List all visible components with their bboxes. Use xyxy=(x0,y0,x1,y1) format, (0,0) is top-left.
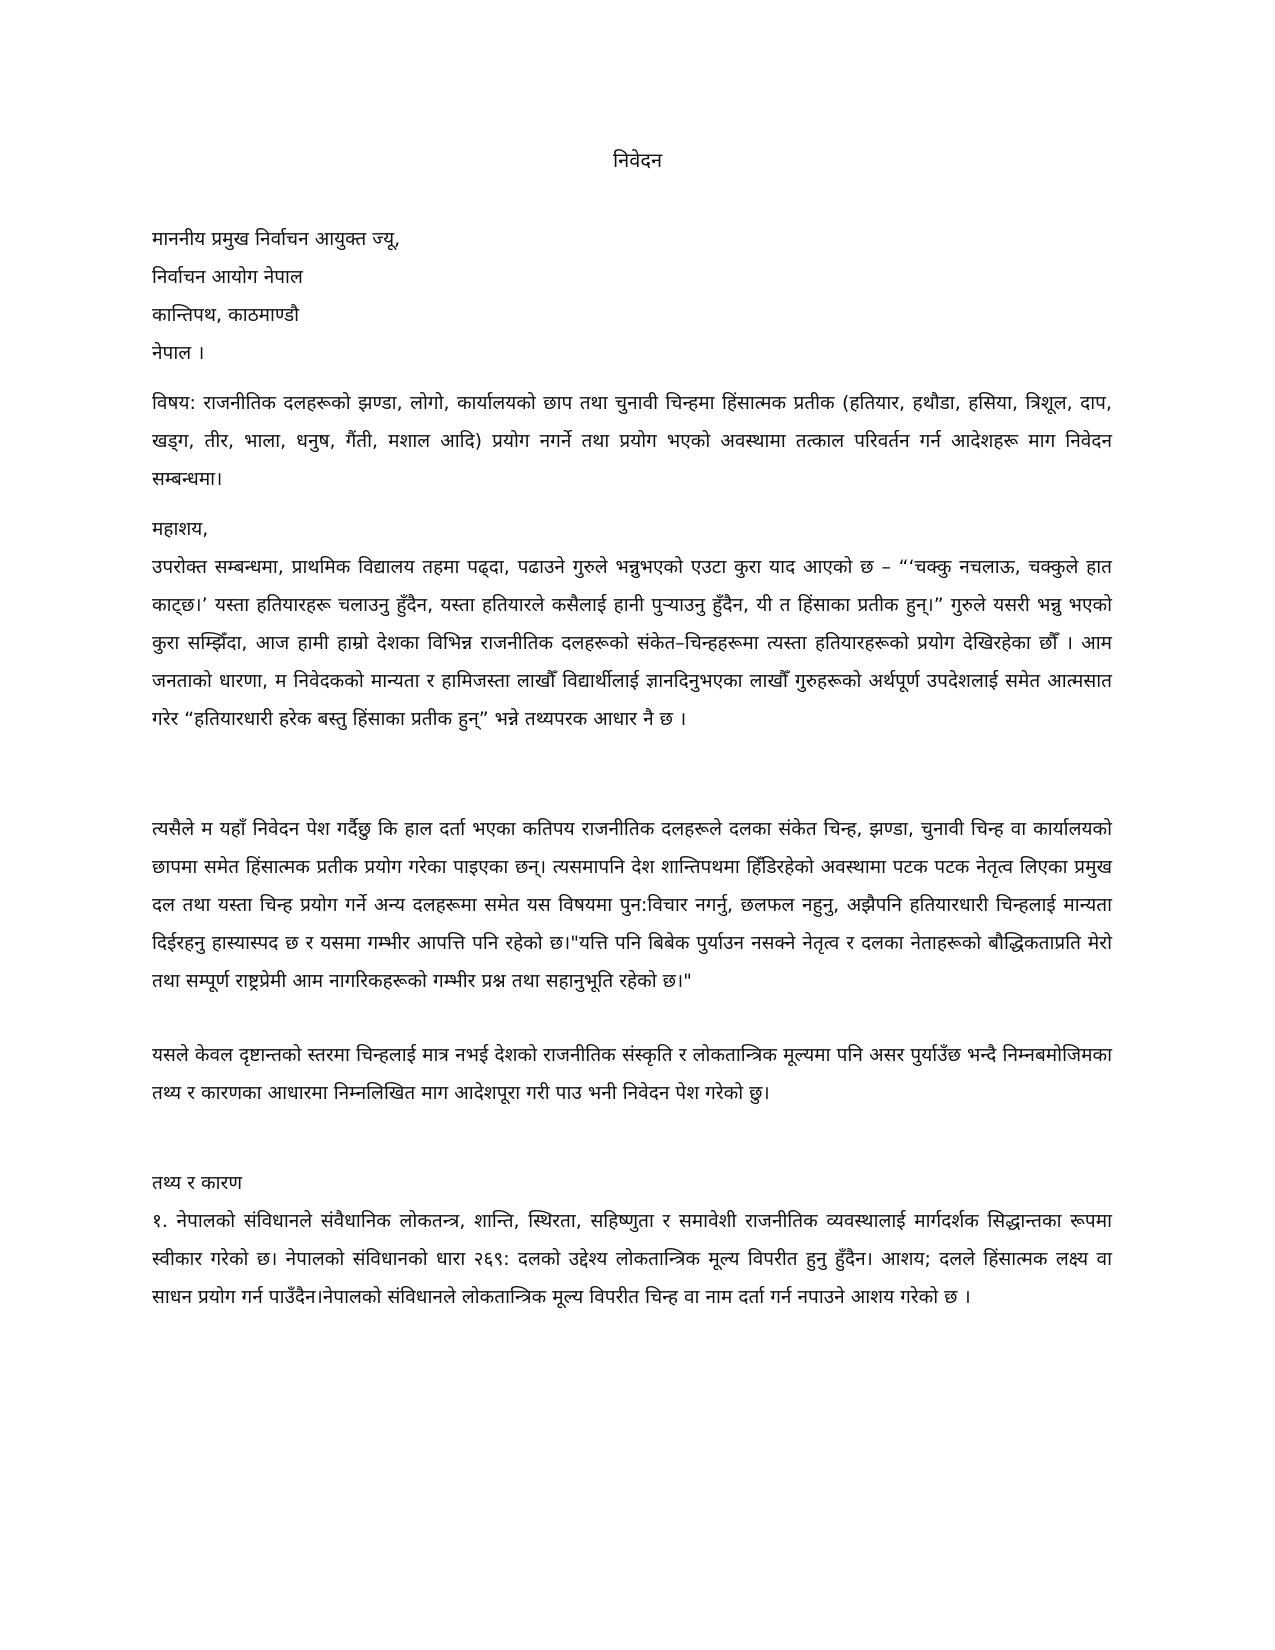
addressee-line: नेपाल । xyxy=(152,342,205,364)
addressee-line: कान्तिपथ, काठमाण्डौ xyxy=(152,304,300,326)
document-title: निवेदन xyxy=(612,148,663,172)
addressee-line: माननीय प्रमुख निर्वाचन आयुक्त ज्यू, xyxy=(152,228,401,250)
body-paragraph-2: त्यसैले म यहाँ निवेदन पेश गर्दैछु कि हाल दर्ता भएका कतिपय राजनीतिक दलहरूले दलका संकेत चिन्ह, झण्डा, चुनावी चिन्ह वा कार्यालयको छापमा समेत हिंसात्मक प्रतीक प्रयोग गरेका पाइएका छन्। त्यसमापनि देश शान्तिपथमा हिँडिरहेको अवस्थामा पटक पटक नेतृत्व लिएका प्रमुख दल तथा यस्ता चिन्ह प्रयोग गर्ने अन्य दलहरूमा समेत यस विषयमा पुन:विचार नगर्नु, छलफल नहुनु, अझैपनि हतियारधारी चिन्हलाई मान्यता दिईरहनु हास्यास्पद छ र यसमा गम्भीर आपत्ति पनि रहेको छ।"यत्ति पनि बिबेक पुर्याउन नसक्ने नेतृत्व र दलका नेताहरूको बौद्धिकताप्रति मेरो तथा सम्पूर्ण राष्ट्रप्रेमी आम नागरिकहरूको गम्भीर प्रश्न तथा सहानुभूति रहेको छ।" xyxy=(152,818,1112,992)
salutation: महाशय, xyxy=(152,518,209,540)
facts-heading: तथ्य र कारण xyxy=(152,1172,243,1194)
subject-paragraph: विषय: राजनीतिक दलहरूको झण्डा, लोगो, कार्यालयको छाप तथा चुनावी चिन्हमा हिंसात्मक प्रतीक (हतियार, हथौडा, हसिया, त्रिशूल, दाप, खड्ग, तीर, भाला, धनुष, गैंती, मशाल आदि) प्रयोग नगर्ने तथा प्रयोग भएको अवस्थामा तत्काल परिवर्तन गर्न आदेशहरू माग निवेदन सम्बन्धमा। xyxy=(152,392,1112,490)
fact-item-1: १. नेपालको संविधानले संवैधानिक लोकतन्त्र, शान्ति, स्थिरता, सहिष्णुता र समावेशी राजनीतिक व्यवस्थालाई मार्गदर्शक सिद्धान्तका रूपमा स्वीकार गरेको छ। नेपालको संविधानको धारा २६९: दलको उद्देश्य लोकतान्त्रिक मूल्य विपरीत हुनु हुँदैन। आशय; दलले हिंसात्मक लक्ष्य वा साधन प्रयोग गर्न पाउँदैन।नेपालको संविधानले लोकतान्त्रिक मूल्य विपरीत चिन्ह वा नाम दर्ता गर्न नपाउने आशय गरेको छ । xyxy=(152,1210,1112,1308)
addressee-block xyxy=(152,220,1112,372)
addressee-line: निर्वाचन आयोग नेपाल xyxy=(152,266,303,288)
body-paragraph-1: उपरोक्त सम्बन्धमा, प्राथमिक विद्यालय तहमा पढ्दा, पढाउने गुरुले भन्नुभएको एउटा कुरा याद आएको छ – “‘चक्कु नचलाऊ, चक्कुले हात काट्छ।’ यस्ता हतियारहरू चलाउनु हुँदैन, यस्ता हतियारले कसैलाई हानी पुऱ्याउनु हुँदैन, यी त हिंसाका प्रतीक हुन्।” गुरुले यसरी भन्नु भएको कुरा सम्झिँदा, आज हामी हाम्रो देशका विभिन्न राजनीतिक दलहरूको संकेत–चिन्हहरूमा त्यस्ता हतियारहरूको प्रयोग देखिरहेका छौँ । आम जनताको धारणा, म निवेदकको मान्यता र हामिजस्ता लाखौँ विद्यार्थीलाई ज्ञानदिनुभएका लाखौँ गुरुहरूको अर्थपूर्ण उपदेशलाई समेत आत्मसात गरेर “हतियारधारी हरेक बस्तु हिंसाका प्रतीक हुन्” भन्ने तथ्यपरक आधार नै छ । xyxy=(152,556,1112,730)
body-paragraph-3: यसले केवल दृष्टान्तको स्तरमा चिन्हलाई मात्र नभई देशको राजनीतिक संस्कृति र लोकतान्त्रिक मूल्यमा पनि असर पुर्याउँछ भन्दै निम्नबमोजिमका तथ्य र कारणका आधारमा निम्नलिखित माग आदेशपूरा गरी पाउ भनी निवेदन पेश गरेको छु। xyxy=(152,1044,1112,1104)
